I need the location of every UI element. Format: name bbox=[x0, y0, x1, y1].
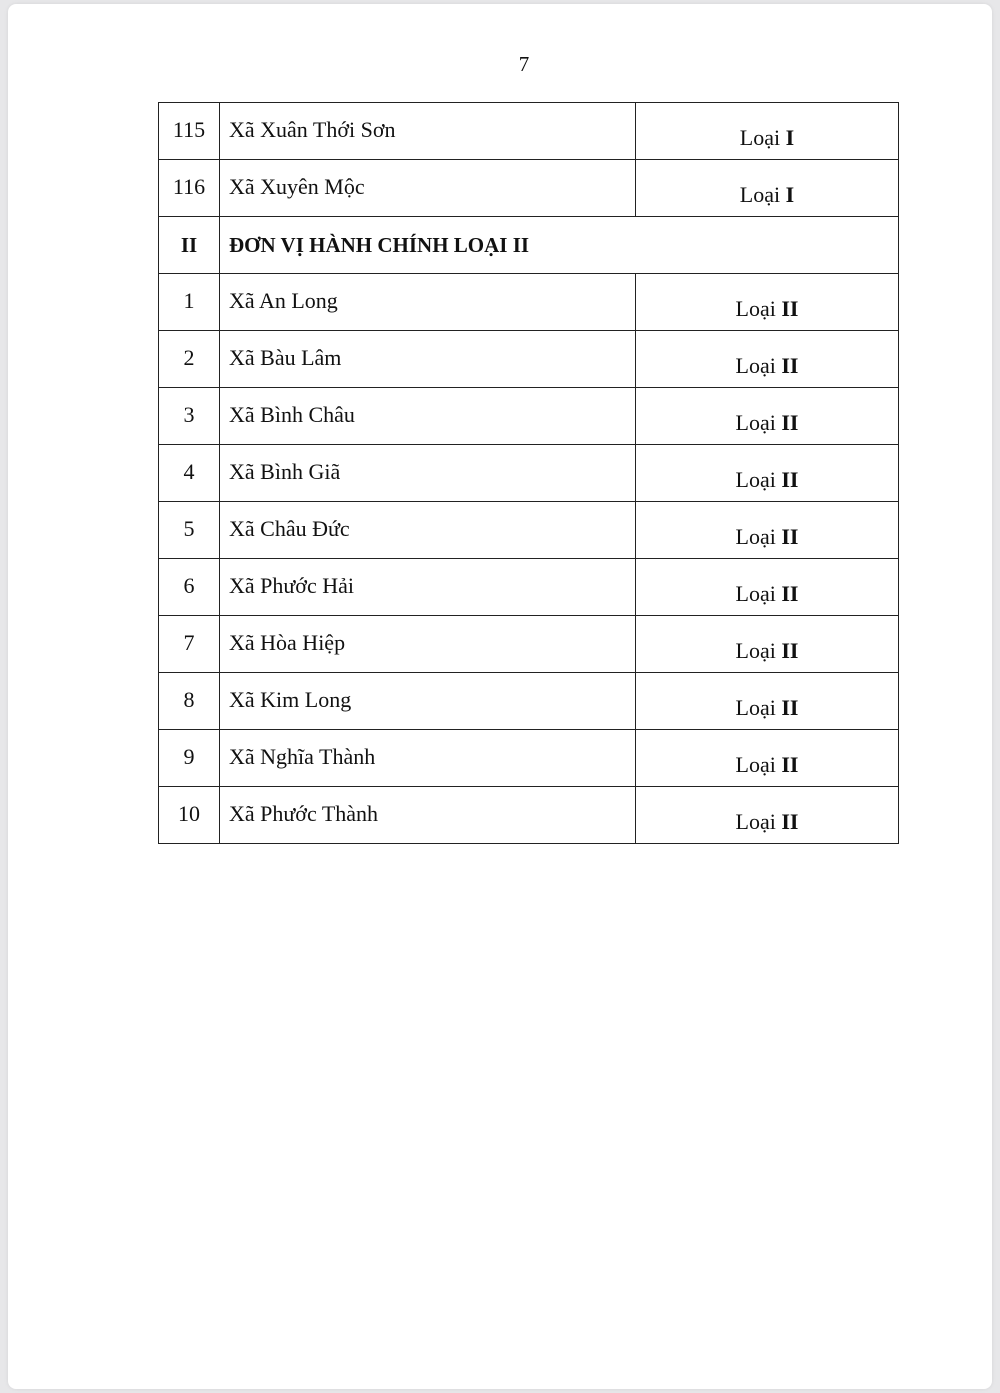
row-number: 5 bbox=[159, 502, 220, 559]
row-number: 10 bbox=[159, 787, 220, 844]
type-level: II bbox=[781, 410, 799, 435]
unit-name: Xã Bàu Lâm bbox=[220, 331, 636, 388]
type-prefix: Loại bbox=[735, 752, 782, 777]
row-number: 3 bbox=[159, 388, 220, 445]
type-prefix: Loại bbox=[735, 638, 782, 663]
type-prefix: Loại bbox=[735, 467, 782, 492]
unit-type bbox=[636, 388, 899, 445]
type-prefix: Loại bbox=[735, 809, 782, 834]
table-row bbox=[159, 160, 899, 217]
type-prefix: Loại bbox=[735, 581, 782, 606]
unit-type bbox=[636, 673, 899, 730]
unit-name: Xã Châu Đức bbox=[220, 502, 636, 559]
unit-type bbox=[636, 616, 899, 673]
unit-name: Xã Phước Hải bbox=[220, 559, 636, 616]
unit-name: Xã Xuyên Mộc bbox=[220, 160, 636, 217]
unit-type bbox=[636, 445, 899, 502]
table-row bbox=[159, 388, 899, 445]
type-level: II bbox=[781, 809, 799, 834]
type-prefix: Loại bbox=[735, 353, 782, 378]
type-level: II bbox=[781, 296, 799, 321]
type-level: II bbox=[781, 524, 799, 549]
section-title: ĐƠN VỊ HÀNH CHÍNH LOẠI II bbox=[220, 217, 899, 274]
document-page bbox=[8, 4, 992, 1389]
unit-name: Xã Hòa Hiệp bbox=[220, 616, 636, 673]
unit-type bbox=[636, 730, 899, 787]
table-row bbox=[159, 274, 899, 331]
section-number: II bbox=[159, 217, 220, 274]
type-prefix: Loại bbox=[735, 524, 782, 549]
unit-type bbox=[636, 160, 899, 217]
row-number: 116 bbox=[159, 160, 220, 217]
row-number: 7 bbox=[159, 616, 220, 673]
unit-name: Xã Phước Thành bbox=[220, 787, 636, 844]
table-row bbox=[159, 730, 899, 787]
unit-name: Xã Kim Long bbox=[220, 673, 636, 730]
row-number: 4 bbox=[159, 445, 220, 502]
unit-type bbox=[636, 559, 899, 616]
type-prefix: Loại bbox=[735, 410, 782, 435]
type-level: II bbox=[781, 581, 799, 606]
type-prefix: Loại bbox=[739, 182, 786, 207]
row-number: 2 bbox=[159, 331, 220, 388]
type-level: II bbox=[781, 467, 799, 492]
row-number: 9 bbox=[159, 730, 220, 787]
type-prefix: Loại bbox=[735, 695, 782, 720]
table-row bbox=[159, 673, 899, 730]
row-number: 6 bbox=[159, 559, 220, 616]
unit-type bbox=[636, 502, 899, 559]
table-row bbox=[159, 103, 899, 160]
unit-name: Xã Bình Châu bbox=[220, 388, 636, 445]
type-prefix: Loại bbox=[739, 125, 786, 150]
type-level: I bbox=[785, 182, 795, 207]
administrative-units-table bbox=[158, 102, 899, 844]
row-number: 1 bbox=[159, 274, 220, 331]
section-header-row bbox=[159, 217, 899, 274]
unit-name: Xã An Long bbox=[220, 274, 636, 331]
type-level: I bbox=[785, 125, 795, 150]
type-level: II bbox=[781, 353, 799, 378]
type-level: II bbox=[781, 695, 799, 720]
unit-name: Xã Nghĩa Thành bbox=[220, 730, 636, 787]
unit-name: Xã Bình Giã bbox=[220, 445, 636, 502]
unit-name: Xã Xuân Thới Sơn bbox=[220, 103, 636, 160]
row-number: 8 bbox=[159, 673, 220, 730]
row-number: 115 bbox=[159, 103, 220, 160]
table-row bbox=[159, 331, 899, 388]
table-row bbox=[159, 787, 899, 844]
table-row bbox=[159, 559, 899, 616]
table-row bbox=[159, 502, 899, 559]
unit-type bbox=[636, 787, 899, 844]
page-number: 7 bbox=[518, 52, 530, 76]
unit-type bbox=[636, 274, 899, 331]
table-row bbox=[159, 616, 899, 673]
table-row bbox=[159, 445, 899, 502]
type-prefix: Loại bbox=[735, 296, 782, 321]
type-level: II bbox=[781, 752, 799, 777]
unit-type bbox=[636, 103, 899, 160]
unit-type bbox=[636, 331, 899, 388]
type-level: II bbox=[781, 638, 799, 663]
